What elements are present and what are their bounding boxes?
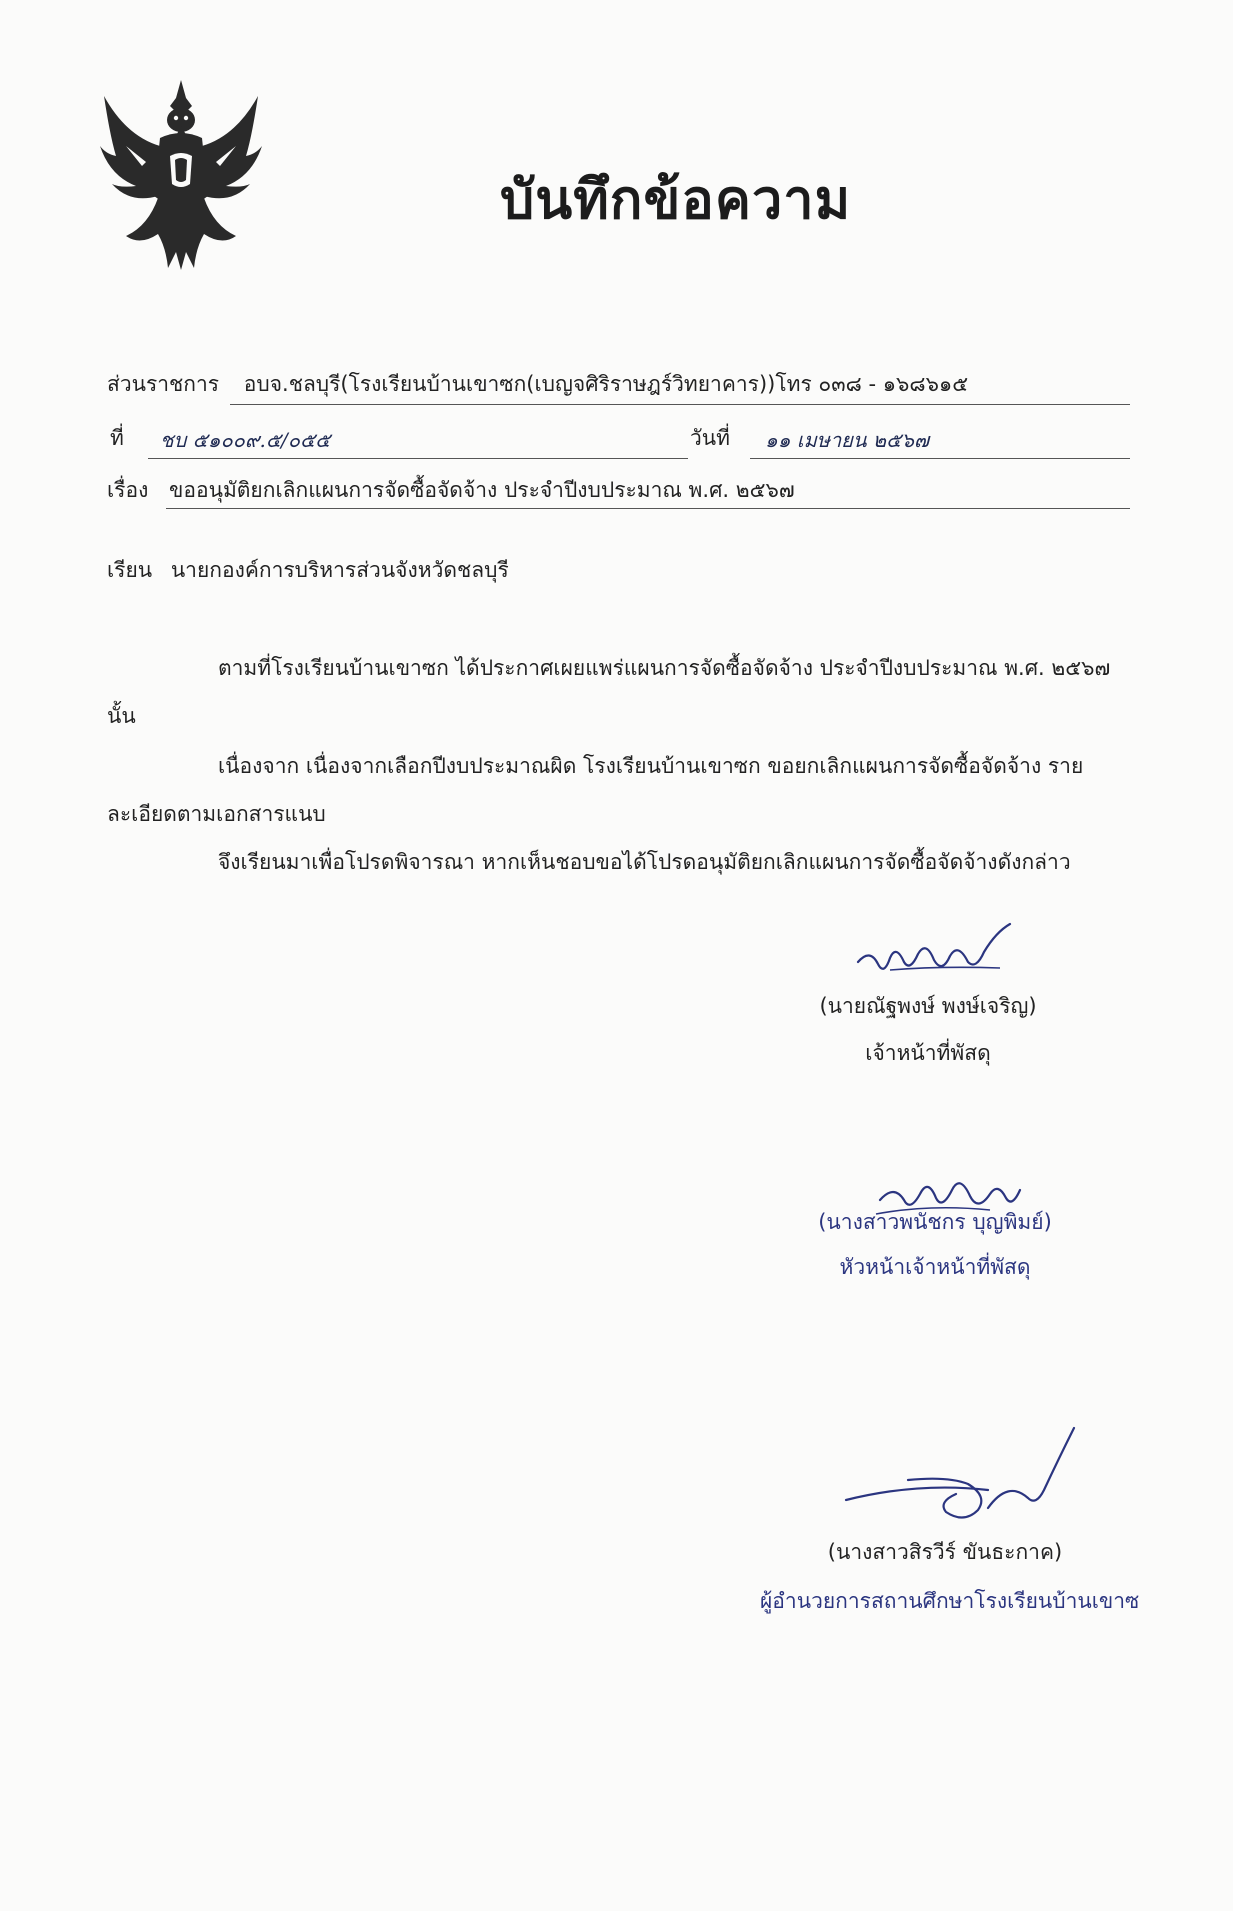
signature-3-scribble — [838, 1420, 1088, 1530]
signature-3-name: (นางสาวสิรวีร์ ขันธะกาค) — [827, 1540, 1063, 1564]
paragraph-1-line-2: นั้น — [107, 704, 136, 728]
date-underline — [750, 458, 1130, 459]
paragraph-3-line-1: จึงเรียนมาเพื่อโปรดพิจารณา หากเห็นชอบขอได้โปรดอนุมัติยกเลิกแผนการจัดซื้อจัดจ้างดังกล่าว — [218, 850, 1071, 874]
signature-1-scribble — [850, 918, 1030, 988]
signature-2 — [800, 1206, 1070, 1284]
subject-value: ขออนุมัติยกเลิกแผนการจัดซื้อจัดจ้าง ประจำปีงบประมาณ พ.ศ. ๒๕๖๗ — [169, 478, 795, 502]
signature-3 — [760, 1536, 1140, 1618]
paragraph-1-line-1: ตามที่โรงเรียนบ้านเขาซก ได้ประกาศเผยแพร่แผนการจัดซื้อจัดจ้าง ประจำปีงบประมาณ พ.ศ. ๒๕๖๗ — [218, 656, 1111, 680]
date-row — [690, 422, 730, 455]
signature-2-position: หัวหน้าเจ้าหน้าที่พัสดุ — [839, 1255, 1031, 1279]
number-label: ที่ — [110, 426, 124, 450]
salutation-row — [107, 554, 509, 587]
subject-underline — [166, 508, 1130, 509]
paragraph-2-line-1: เนื่องจาก เนื่องจากเลือกปีงบประมาณผิด โรงเรียนบ้านเขาซก ขอยกเลิกแผนการจัดซื้อจัดจ้าง ราย — [218, 754, 1084, 778]
date-label: วันที่ — [690, 426, 730, 450]
department-underline — [230, 404, 1130, 405]
number-underline — [148, 458, 688, 459]
salutation-label: เรียน — [107, 558, 153, 582]
signature-1 — [808, 990, 1048, 1070]
date-value: ๑๑ เมษายน ๒๕๖๗ — [765, 428, 929, 452]
number-value: ชบ ๕๑๐๐๙.๕/๐๕๕ — [160, 428, 331, 452]
signature-2-name: (นางสาวพนัชกร บุญพิมย์) — [818, 1210, 1052, 1234]
number-row — [110, 422, 124, 455]
department-row — [107, 368, 968, 401]
subject-label: เรื่อง — [107, 478, 149, 502]
subject-row — [107, 474, 795, 507]
department-label: ส่วนราชการ — [107, 372, 220, 396]
department-value: อบจ.ชลบุรี(โรงเรียนบ้านเขาซก(เบญจศิริราษฎร์วิทยาคาร))โทร ๐๓๘ - ๑๖๘๖๑๕ — [243, 372, 969, 396]
memo-title: บันทึกข้อความ — [500, 168, 852, 231]
garuda-emblem-icon — [96, 76, 266, 276]
paragraph-2-line-2: ละเอียดตามเอกสารแนบ — [107, 802, 326, 826]
signature-3-position: ผู้อำนวยการสถานศึกษาโรงเรียนบ้านเขาซ — [760, 1589, 1140, 1613]
salutation-value: นายกองค์การบริหารส่วนจังหวัดชลบุรี — [170, 558, 509, 582]
signature-1-name: (นายณัฐพงษ์ พงษ์เจริญ) — [819, 994, 1037, 1018]
signature-1-position: เจ้าหน้าที่พัสดุ — [865, 1041, 991, 1065]
